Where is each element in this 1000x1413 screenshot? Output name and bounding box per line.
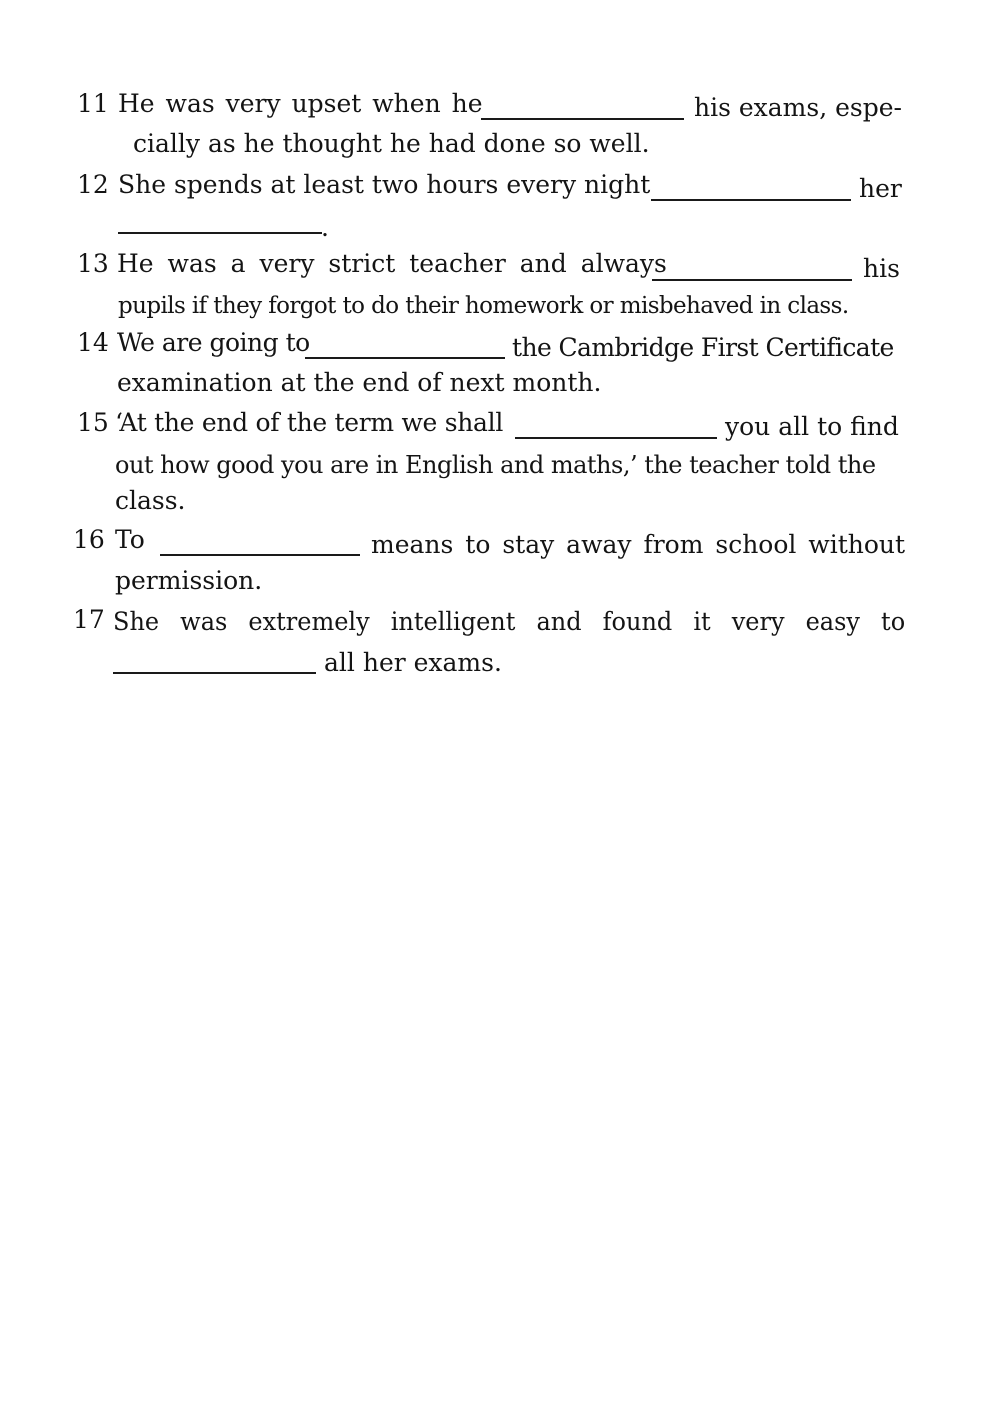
- answer-blank[interactable]: [515, 437, 717, 439]
- question-number: 15: [77, 408, 109, 437]
- question-number: 16: [73, 525, 105, 554]
- question-text: ‘At the end of the term we shall: [115, 408, 504, 437]
- question-text: class.: [115, 486, 186, 515]
- question-text: you all to find: [725, 412, 899, 441]
- question-number: 12: [77, 170, 109, 199]
- question-text: We are going to: [117, 328, 310, 357]
- question-text: her: [859, 174, 902, 203]
- question-number: 11: [77, 89, 109, 118]
- question-number: 13: [77, 249, 109, 278]
- question-text: all her exams.: [324, 648, 502, 677]
- question-text: his: [863, 254, 900, 283]
- question-text: He was a very strict teacher and always: [117, 249, 667, 278]
- question-number: 14: [77, 328, 109, 357]
- answer-blank[interactable]: [651, 199, 851, 201]
- question-text: She spends at least two hours every night: [118, 170, 651, 199]
- question-text: She was extremely intelligent and found it very easy to: [113, 607, 906, 636]
- question-text: To: [115, 525, 145, 554]
- question-text: examination at the end of next month.: [117, 368, 602, 397]
- question-text: out how good you are in English and maths,’ the teacher told the: [115, 451, 876, 479]
- question-text: means to stay away from school without: [371, 530, 906, 559]
- answer-blank[interactable]: [481, 118, 684, 120]
- answer-blank[interactable]: [160, 554, 360, 556]
- question-text: the Cambridge First Certificate: [512, 333, 894, 362]
- question-text: cially as he thought he had done so well.: [133, 129, 650, 158]
- answer-blank[interactable]: [305, 357, 505, 359]
- question-number: 17: [73, 605, 105, 634]
- question-text: permission.: [115, 566, 263, 595]
- question-text: his exams, espe-: [694, 93, 902, 122]
- question-text: pupils if they forgot to do their homework or misbehaved in class.: [118, 293, 849, 319]
- answer-blank[interactable]: [118, 232, 322, 234]
- question-text: .: [321, 213, 329, 242]
- question-text: He was very upset when he: [118, 89, 483, 118]
- answer-blank[interactable]: [113, 672, 316, 674]
- answer-blank[interactable]: [652, 279, 852, 281]
